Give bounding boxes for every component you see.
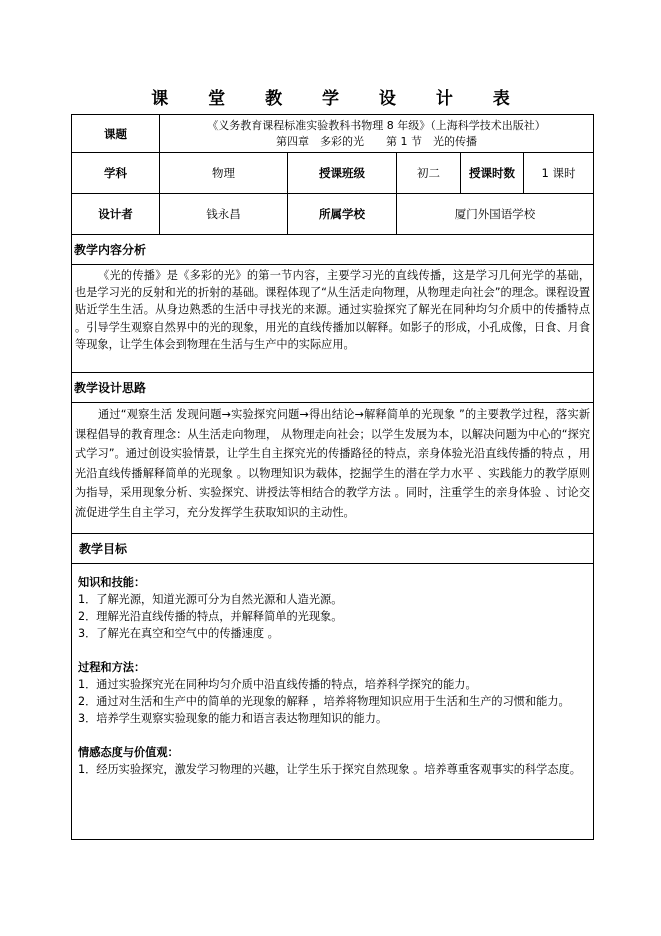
hours-value: 1 课时	[524, 153, 594, 194]
topic-value	[160, 115, 594, 153]
emotion-heading: 情感态度与价值观：	[78, 746, 179, 759]
design-idea-heading-row	[72, 373, 594, 403]
design-idea-row	[72, 403, 594, 534]
topic-label: 课题	[72, 115, 160, 153]
content-analysis-heading-row	[72, 235, 594, 265]
subject-value: 物理	[160, 153, 288, 194]
knowledge-heading: 知识和技能：	[78, 576, 146, 589]
designer-row	[72, 194, 594, 235]
lesson-design-table	[71, 114, 594, 840]
designer-label: 设计者	[72, 194, 160, 235]
goals-row	[72, 564, 594, 840]
process-item: 3．培养学生观察实验现象的能力和语言表达物理知识的能力。	[78, 712, 388, 725]
content-analysis-heading: 教学内容分析	[72, 235, 594, 265]
process-item: 2．通过对生活和生产中的简单的光现象的解释 ，培养将物理知识应用于生活和生产的习惯和能力。	[78, 695, 570, 708]
class-label: 授课班级	[288, 153, 397, 194]
subject-label: 学科	[72, 153, 160, 194]
designer-value: 钱永昌	[160, 194, 288, 235]
goals-heading-row	[72, 534, 594, 564]
process-heading: 过程和方法：	[78, 661, 146, 674]
knowledge-item: 3．了解光在真空和空气中的传播速度 。	[78, 627, 279, 640]
topic-line-2: 第四章 多彩的光 第 1 节 光的传播	[276, 134, 478, 148]
knowledge-item: 1．了解光源，知道光源可分为自然光源和人造光源。	[78, 593, 343, 606]
class-value: 初二	[397, 153, 461, 194]
design-idea-heading: 教学设计思路	[72, 373, 594, 403]
hours-label: 授课时数	[461, 153, 524, 194]
topic-line-1: 《义务教育课程标准实验教科书物理 8 年级》（上海科学技术出版社）	[207, 118, 546, 132]
content-analysis-text: 《光的传播》是《多彩的光》的第一节内容，主要学习光的直线传播，这是学习几何光学的基础，也是学习光的反射和光的折射的基础。课程体现了“从生活走向物理，从物理走向社会”的理念。课程设置贴近学生生活。从身边熟悉的生活中寻找光的来源。通过实验探究了解光在同种均匀介质中的传播特点 。引导学生观察自然界中的光的现象，用光的直线传播加以解释。如影子的形成，小孔成像，日食、月食等现象，让学生体会到物理在生活与生产中的实际应用。	[72, 265, 594, 373]
design-idea-text: 通过“观察生活 发现问题→实验探究问题→得出结论→解释简单的光现象 ”的主要教学过程，落实新课程倡导的教育理念：从生活走向物理， 从物理走向社会；以学生发展为本，以解决问题为中心的“探究式学习”。通过创设实验情景，让学生自主探究光的传播路径的特点，亲身体验光沿直线传播的特点 ，用光沿直线传播解释简单的光现象 。以物理知识为载体，挖掘学生的潜在学力水平 、实践能力的教学原则为指导，采用现象分析、实验探究、讲授法等相结合的教学方法 。同时，注重学生的亲身体验 、讨论交流促进学生自主学习，充分发挥学生获取知识的主动性。	[72, 403, 594, 534]
emotion-item: 1．经历实验探究，激发学习物理的兴趣，让学生乐于探究自然现象 。培养尊重客观事实的科学态度。	[78, 763, 581, 776]
knowledge-item: 2．理解光沿直线传播的特点，并解释简单的光现象。	[78, 610, 343, 623]
subject-row	[72, 153, 594, 194]
goals-heading: 教学目标	[72, 534, 594, 564]
topic-row	[72, 115, 594, 153]
content-analysis-row	[72, 265, 594, 373]
page-title: 课 堂 教 学 设 计 表	[151, 89, 527, 109]
school-label: 所属学校	[288, 194, 397, 235]
school-value: 厦门外国语学校	[397, 194, 594, 235]
goals-body	[72, 564, 594, 840]
process-item: 1．通过实验探究光在同种均匀介质中沿直线传播的特点，培养科学探究的能力。	[78, 678, 477, 691]
